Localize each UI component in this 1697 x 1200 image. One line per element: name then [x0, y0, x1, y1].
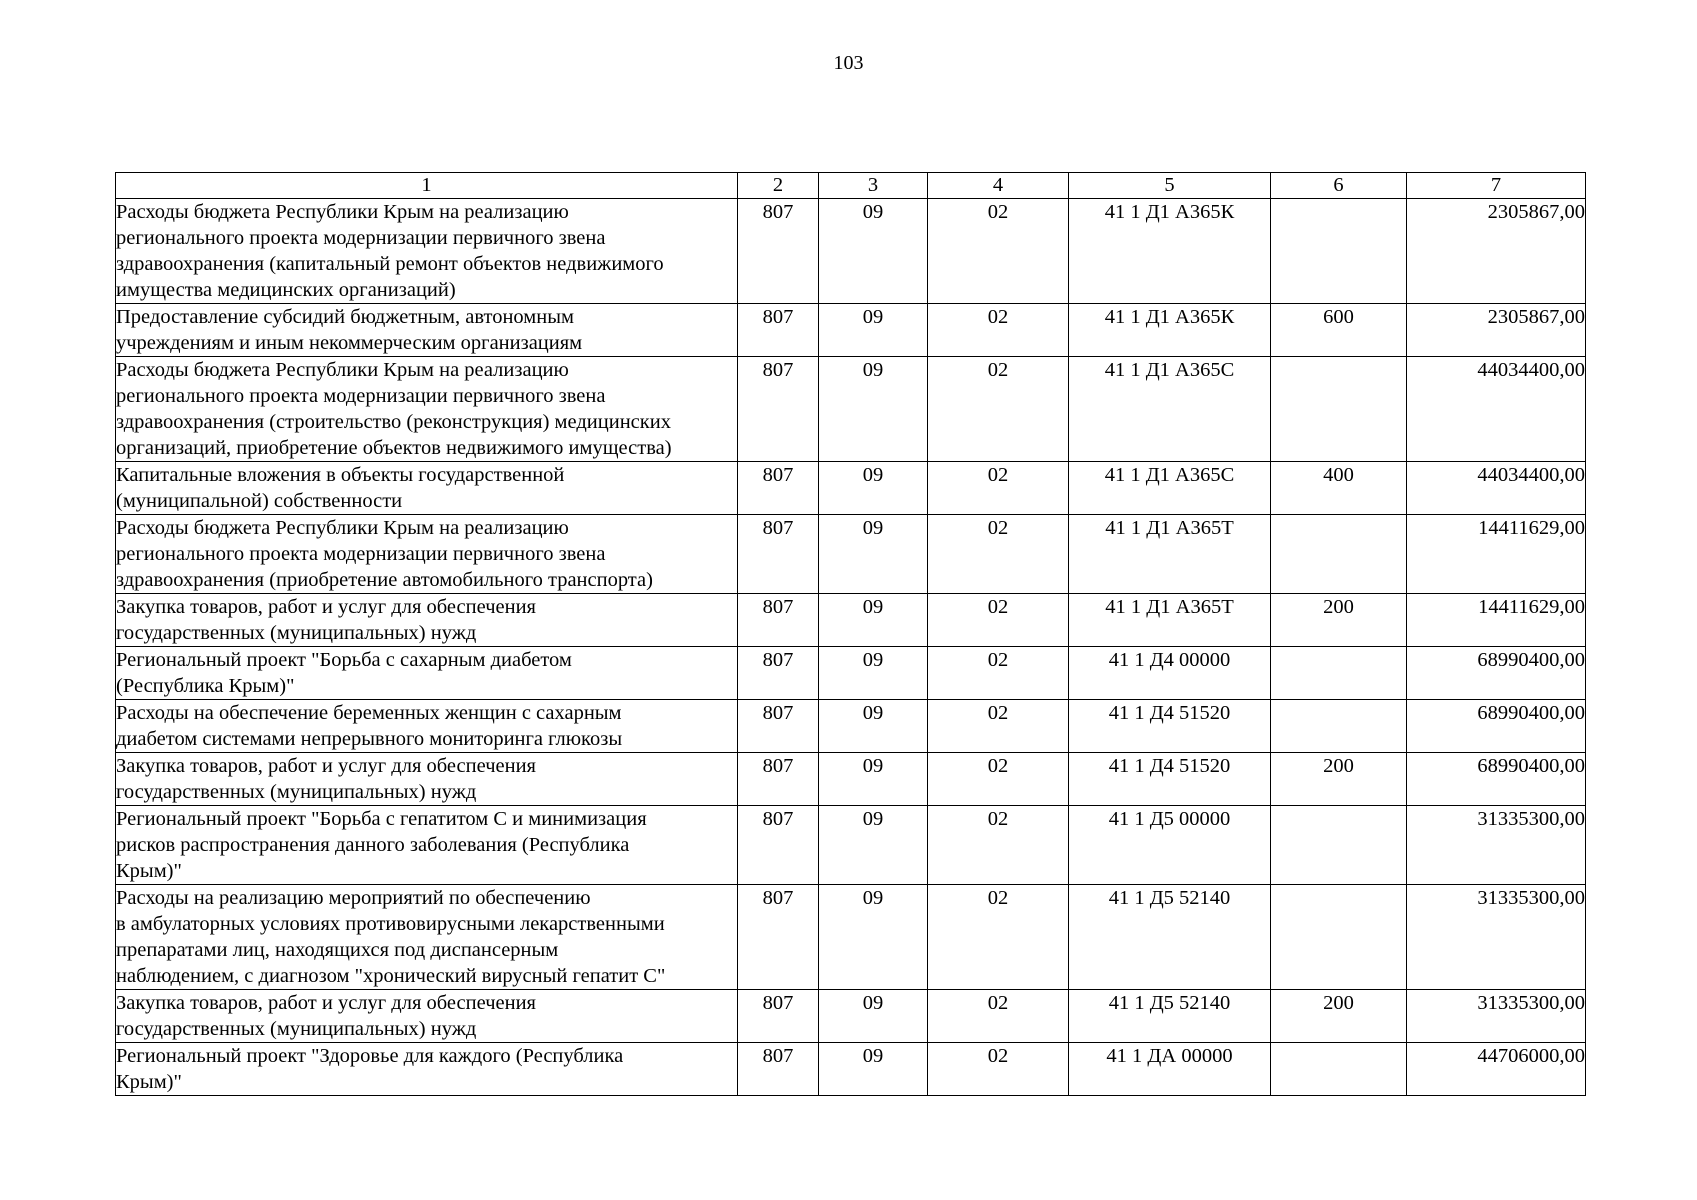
- row-name-line: государственных (муниципальных) нужд: [116, 1018, 477, 1040]
- row-name-line: регионального проекта модернизации первичного звена: [116, 385, 606, 407]
- table-row: [116, 1043, 1586, 1096]
- code-3-cell: 09: [819, 806, 928, 885]
- row-name-line: Предоставление субсидий бюджетным, автономным: [116, 306, 574, 328]
- code-2-cell: 807: [738, 885, 819, 990]
- code-6-cell: [1271, 700, 1407, 753]
- table-row: [116, 304, 1586, 357]
- amount-cell: 68990400,00: [1407, 753, 1586, 806]
- table-row: [116, 700, 1586, 753]
- amount-cell: 31335300,00: [1407, 990, 1586, 1043]
- table-row: [116, 594, 1586, 647]
- amount-cell: 14411629,00: [1407, 515, 1586, 594]
- code-2-cell: 807: [738, 700, 819, 753]
- row-name-line: Расходы бюджета Республики Крым на реализацию: [116, 359, 569, 381]
- row-name-cell: [116, 199, 738, 304]
- row-name-cell: [116, 990, 738, 1043]
- code-6-cell: [1271, 806, 1407, 885]
- header-cell: 1: [116, 173, 738, 199]
- code-5-cell: 41 1 Д1 А365К: [1069, 199, 1271, 304]
- code-4-cell: 02: [928, 647, 1069, 700]
- code-3-cell: 09: [819, 885, 928, 990]
- table-row: [116, 806, 1586, 885]
- row-name-line: (муниципальной) собственности: [116, 490, 403, 512]
- row-name-line: Закупка товаров, работ и услуг для обеспечения: [116, 992, 536, 1014]
- row-name-line: Расходы бюджета Республики Крым на реализацию: [116, 517, 569, 539]
- row-name-line: Капитальные вложения в объекты государственной: [116, 464, 565, 486]
- row-name-cell: [116, 753, 738, 806]
- code-6-cell: [1271, 1043, 1407, 1096]
- code-3-cell: 09: [819, 199, 928, 304]
- row-name-line: Крым)": [116, 860, 182, 882]
- amount-cell: 31335300,00: [1407, 885, 1586, 990]
- code-3-cell: 09: [819, 753, 928, 806]
- row-name-line: препаратами лиц, находящихся под диспансерным: [116, 939, 559, 961]
- row-name-line: Крым)": [116, 1071, 182, 1093]
- header-cell: 2: [738, 173, 819, 199]
- row-name-line: здравоохранения (капитальный ремонт объектов недвижимого: [116, 253, 664, 275]
- code-6-cell: [1271, 647, 1407, 700]
- row-name-line: диабетом системами непрерывного мониторинга глюкозы: [116, 728, 623, 750]
- code-5-cell: 41 1 Д4 51520: [1069, 700, 1271, 753]
- table-header-row: [116, 173, 1586, 199]
- code-5-cell: 41 1 Д5 00000: [1069, 806, 1271, 885]
- code-3-cell: 09: [819, 515, 928, 594]
- code-6-cell: 400: [1271, 462, 1407, 515]
- table-body: [116, 199, 1586, 1096]
- table-row: [116, 515, 1586, 594]
- code-3-cell: 09: [819, 1043, 928, 1096]
- code-2-cell: 807: [738, 990, 819, 1043]
- code-5-cell: 41 1 Д1 А365С: [1069, 357, 1271, 462]
- code-6-cell: [1271, 515, 1407, 594]
- amount-cell: 68990400,00: [1407, 700, 1586, 753]
- code-5-cell: 41 1 Д5 52140: [1069, 990, 1271, 1043]
- row-name-line: государственных (муниципальных) нужд: [116, 781, 477, 803]
- row-name-line: Закупка товаров, работ и услуг для обеспечения: [116, 596, 536, 618]
- row-name-line: Закупка товаров, работ и услуг для обеспечения: [116, 755, 536, 777]
- code-2-cell: 807: [738, 462, 819, 515]
- row-name-line: наблюдением, с диагнозом "хронический вирусный гепатит С": [116, 965, 666, 987]
- row-name-cell: [116, 647, 738, 700]
- code-4-cell: 02: [928, 990, 1069, 1043]
- row-name-line: Региональный проект "Борьба с гепатитом С и минимизация: [116, 808, 647, 830]
- row-name-line: организаций, приобретение объектов недвижимого имущества): [116, 437, 672, 459]
- code-4-cell: 02: [928, 357, 1069, 462]
- row-name-line: в амбулаторных условиях противовирусными лекарственными: [116, 913, 665, 935]
- row-name-cell: [116, 462, 738, 515]
- amount-cell: 31335300,00: [1407, 806, 1586, 885]
- code-6-cell: 600: [1271, 304, 1407, 357]
- code-6-cell: 200: [1271, 753, 1407, 806]
- amount-cell: 44034400,00: [1407, 357, 1586, 462]
- row-name-cell: [116, 700, 738, 753]
- row-name-line: Расходы на обеспечение беременных женщин с сахарным: [116, 702, 622, 724]
- code-5-cell: 41 1 Д4 00000: [1069, 647, 1271, 700]
- code-5-cell: 41 1 Д4 51520: [1069, 753, 1271, 806]
- code-2-cell: 807: [738, 515, 819, 594]
- code-5-cell: 41 1 Д1 А365С: [1069, 462, 1271, 515]
- amount-cell: 2305867,00: [1407, 304, 1586, 357]
- code-4-cell: 02: [928, 753, 1069, 806]
- row-name-line: Расходы на реализацию мероприятий по обеспечению: [116, 887, 591, 909]
- code-2-cell: 807: [738, 806, 819, 885]
- table-row: [116, 647, 1586, 700]
- row-name-cell: [116, 357, 738, 462]
- table-row: [116, 462, 1586, 515]
- row-name-line: государственных (муниципальных) нужд: [116, 622, 477, 644]
- code-4-cell: 02: [928, 594, 1069, 647]
- row-name-cell: [116, 885, 738, 990]
- amount-cell: 2305867,00: [1407, 199, 1586, 304]
- header-cell: 4: [928, 173, 1069, 199]
- row-name-cell: [116, 515, 738, 594]
- row-name-line: здравоохранения (приобретение автомобильного транспорта): [116, 569, 653, 591]
- row-name-cell: [116, 806, 738, 885]
- row-name-line: здравоохранения (строительство (реконструкция) медицинских: [116, 411, 671, 433]
- row-name-line: (Республика Крым)": [116, 675, 295, 697]
- table-row: [116, 753, 1586, 806]
- code-4-cell: 02: [928, 806, 1069, 885]
- code-4-cell: 02: [928, 462, 1069, 515]
- amount-cell: 14411629,00: [1407, 594, 1586, 647]
- header-cell: 3: [819, 173, 928, 199]
- code-3-cell: 09: [819, 647, 928, 700]
- row-name-cell: [116, 1043, 738, 1096]
- code-2-cell: 807: [738, 1043, 819, 1096]
- code-6-cell: 200: [1271, 594, 1407, 647]
- row-name-line: Расходы бюджета Республики Крым на реализацию: [116, 201, 569, 223]
- table-row: [116, 990, 1586, 1043]
- code-6-cell: 200: [1271, 990, 1407, 1043]
- row-name-line: учреждениям и иным некоммерческим организациям: [116, 332, 583, 354]
- header-cell: 6: [1271, 173, 1407, 199]
- code-2-cell: 807: [738, 304, 819, 357]
- code-4-cell: 02: [928, 515, 1069, 594]
- code-2-cell: 807: [738, 199, 819, 304]
- row-name-cell: [116, 304, 738, 357]
- amount-cell: 68990400,00: [1407, 647, 1586, 700]
- code-4-cell: 02: [928, 885, 1069, 990]
- code-3-cell: 09: [819, 700, 928, 753]
- row-name-line: регионального проекта модернизации первичного звена: [116, 227, 606, 249]
- code-2-cell: 807: [738, 357, 819, 462]
- header-cell: 7: [1407, 173, 1586, 199]
- code-3-cell: 09: [819, 304, 928, 357]
- code-4-cell: 02: [928, 304, 1069, 357]
- code-5-cell: 41 1 ДА 00000: [1069, 1043, 1271, 1096]
- code-5-cell: 41 1 Д5 52140: [1069, 885, 1271, 990]
- table-row: [116, 885, 1586, 990]
- row-name-line: регионального проекта модернизации первичного звена: [116, 543, 606, 565]
- code-3-cell: 09: [819, 462, 928, 515]
- budget-table: [115, 172, 1586, 1096]
- row-name-cell: [116, 594, 738, 647]
- table-row: [116, 199, 1586, 304]
- table-row: [116, 357, 1586, 462]
- amount-cell: 44034400,00: [1407, 462, 1586, 515]
- row-name-line: рисков распространения данного заболевания (Республика: [116, 834, 630, 856]
- code-2-cell: 807: [738, 594, 819, 647]
- code-5-cell: 41 1 Д1 А365К: [1069, 304, 1271, 357]
- header-cell: 5: [1069, 173, 1271, 199]
- code-4-cell: 02: [928, 199, 1069, 304]
- code-5-cell: 41 1 Д1 А365Т: [1069, 594, 1271, 647]
- code-3-cell: 09: [819, 990, 928, 1043]
- page-number: 103: [833, 52, 864, 74]
- code-3-cell: 09: [819, 594, 928, 647]
- code-2-cell: 807: [738, 753, 819, 806]
- code-4-cell: 02: [928, 700, 1069, 753]
- code-6-cell: [1271, 199, 1407, 304]
- code-2-cell: 807: [738, 647, 819, 700]
- amount-cell: 44706000,00: [1407, 1043, 1586, 1096]
- code-4-cell: 02: [928, 1043, 1069, 1096]
- code-6-cell: [1271, 885, 1407, 990]
- row-name-line: Региональный проект "Борьба с сахарным диабетом: [116, 649, 572, 671]
- row-name-line: Региональный проект "Здоровье для каждого (Республика: [116, 1045, 624, 1067]
- code-5-cell: 41 1 Д1 А365Т: [1069, 515, 1271, 594]
- code-6-cell: [1271, 357, 1407, 462]
- row-name-line: имущества медицинских организаций): [116, 279, 456, 301]
- code-3-cell: 09: [819, 357, 928, 462]
